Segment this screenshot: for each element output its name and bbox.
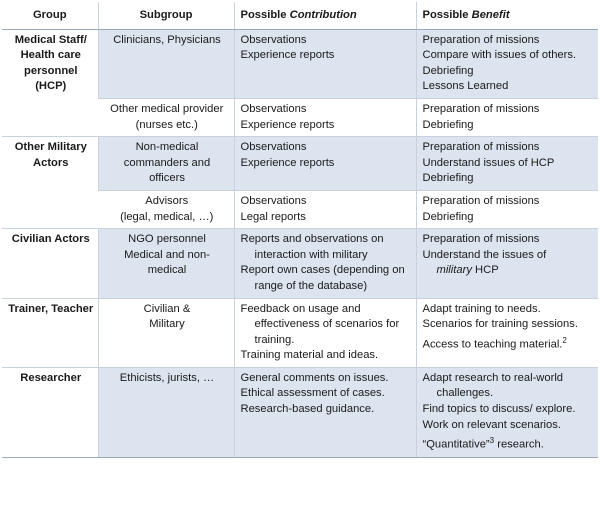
benefit-cell: Preparation of missions Debriefing: [416, 190, 598, 228]
header-group: Group: [2, 2, 98, 29]
stakeholder-table: [2, 2, 598, 458]
benefit-cell: Adapt research to real-world challenges. Find topics to discuss/ explore. Work on relevant scenarios. “Quantitative”$^3$ research.: [416, 367, 598, 457]
benefit-cell: Preparation of missions Compare with issues of others. Debriefing Lessons Learned: [416, 29, 598, 98]
header-contribution: Possible Contribution: [234, 2, 416, 29]
subgroup-cell: Other medical provider (nurses etc.): [98, 98, 234, 136]
benefit-cell: Preparation of missions Understand the issues of military HCP: [416, 229, 598, 298]
header-row: [2, 2, 598, 29]
group-cell-civilian: Civilian Actors: [2, 229, 98, 298]
subgroup-cell: Civilian & Military: [98, 298, 234, 367]
benefit-cell: Preparation of missions Debriefing: [416, 98, 598, 136]
contribution-cell: Reports and observations on interaction with military Report own cases (depending on range of the database): [234, 229, 416, 298]
group-cell-researcher: Researcher: [2, 367, 98, 457]
benefit-cell: Preparation of missions Understand issues of HCP Debriefing: [416, 137, 598, 191]
contribution-cell: Observations Experience reports: [234, 29, 416, 98]
contribution-cell: Feedback on usage and effectiveness of scenarios for training. Training material and ideas.: [234, 298, 416, 367]
subgroup-cell: NGO personnel Medical and non- medical: [98, 229, 234, 298]
contribution-cell: Observations Experience reports: [234, 98, 416, 136]
footnote-2: 2: [562, 335, 567, 345]
contribution-cell: General comments on issues. Ethical assessment of cases. Research-based guidance.: [234, 367, 416, 457]
footnote-3: 3: [489, 436, 495, 446]
subgroup-cell: Clinicians, Physicians: [98, 29, 234, 98]
table-row: [2, 298, 598, 367]
contribution-cell: Observations Legal reports: [234, 190, 416, 228]
table-row: [2, 229, 598, 298]
subgroup-cell: Ethicists, jurists, …: [98, 367, 234, 457]
benefit-cell: Adapt training to needs. Scenarios for training sessions. Access to teaching material.$^2$: [416, 298, 598, 367]
table-row: [2, 367, 598, 457]
subgroup-cell: Non-medical commanders and officers: [98, 137, 234, 191]
header-subgroup: Subgroup: [98, 2, 234, 29]
table-row: [2, 29, 598, 98]
subgroup-cell: Advisors (legal, medical, …): [98, 190, 234, 228]
table-row: [2, 137, 598, 191]
group-cell-hcp: Medical Staff/ Health care personnel (HCP): [2, 29, 98, 137]
contribution-cell: Observations Experience reports: [234, 137, 416, 191]
group-cell-trainer: Trainer, Teacher: [2, 298, 98, 367]
group-cell-military: Other Military Actors: [2, 137, 98, 229]
header-benefit: Possible Benefit: [416, 2, 598, 29]
